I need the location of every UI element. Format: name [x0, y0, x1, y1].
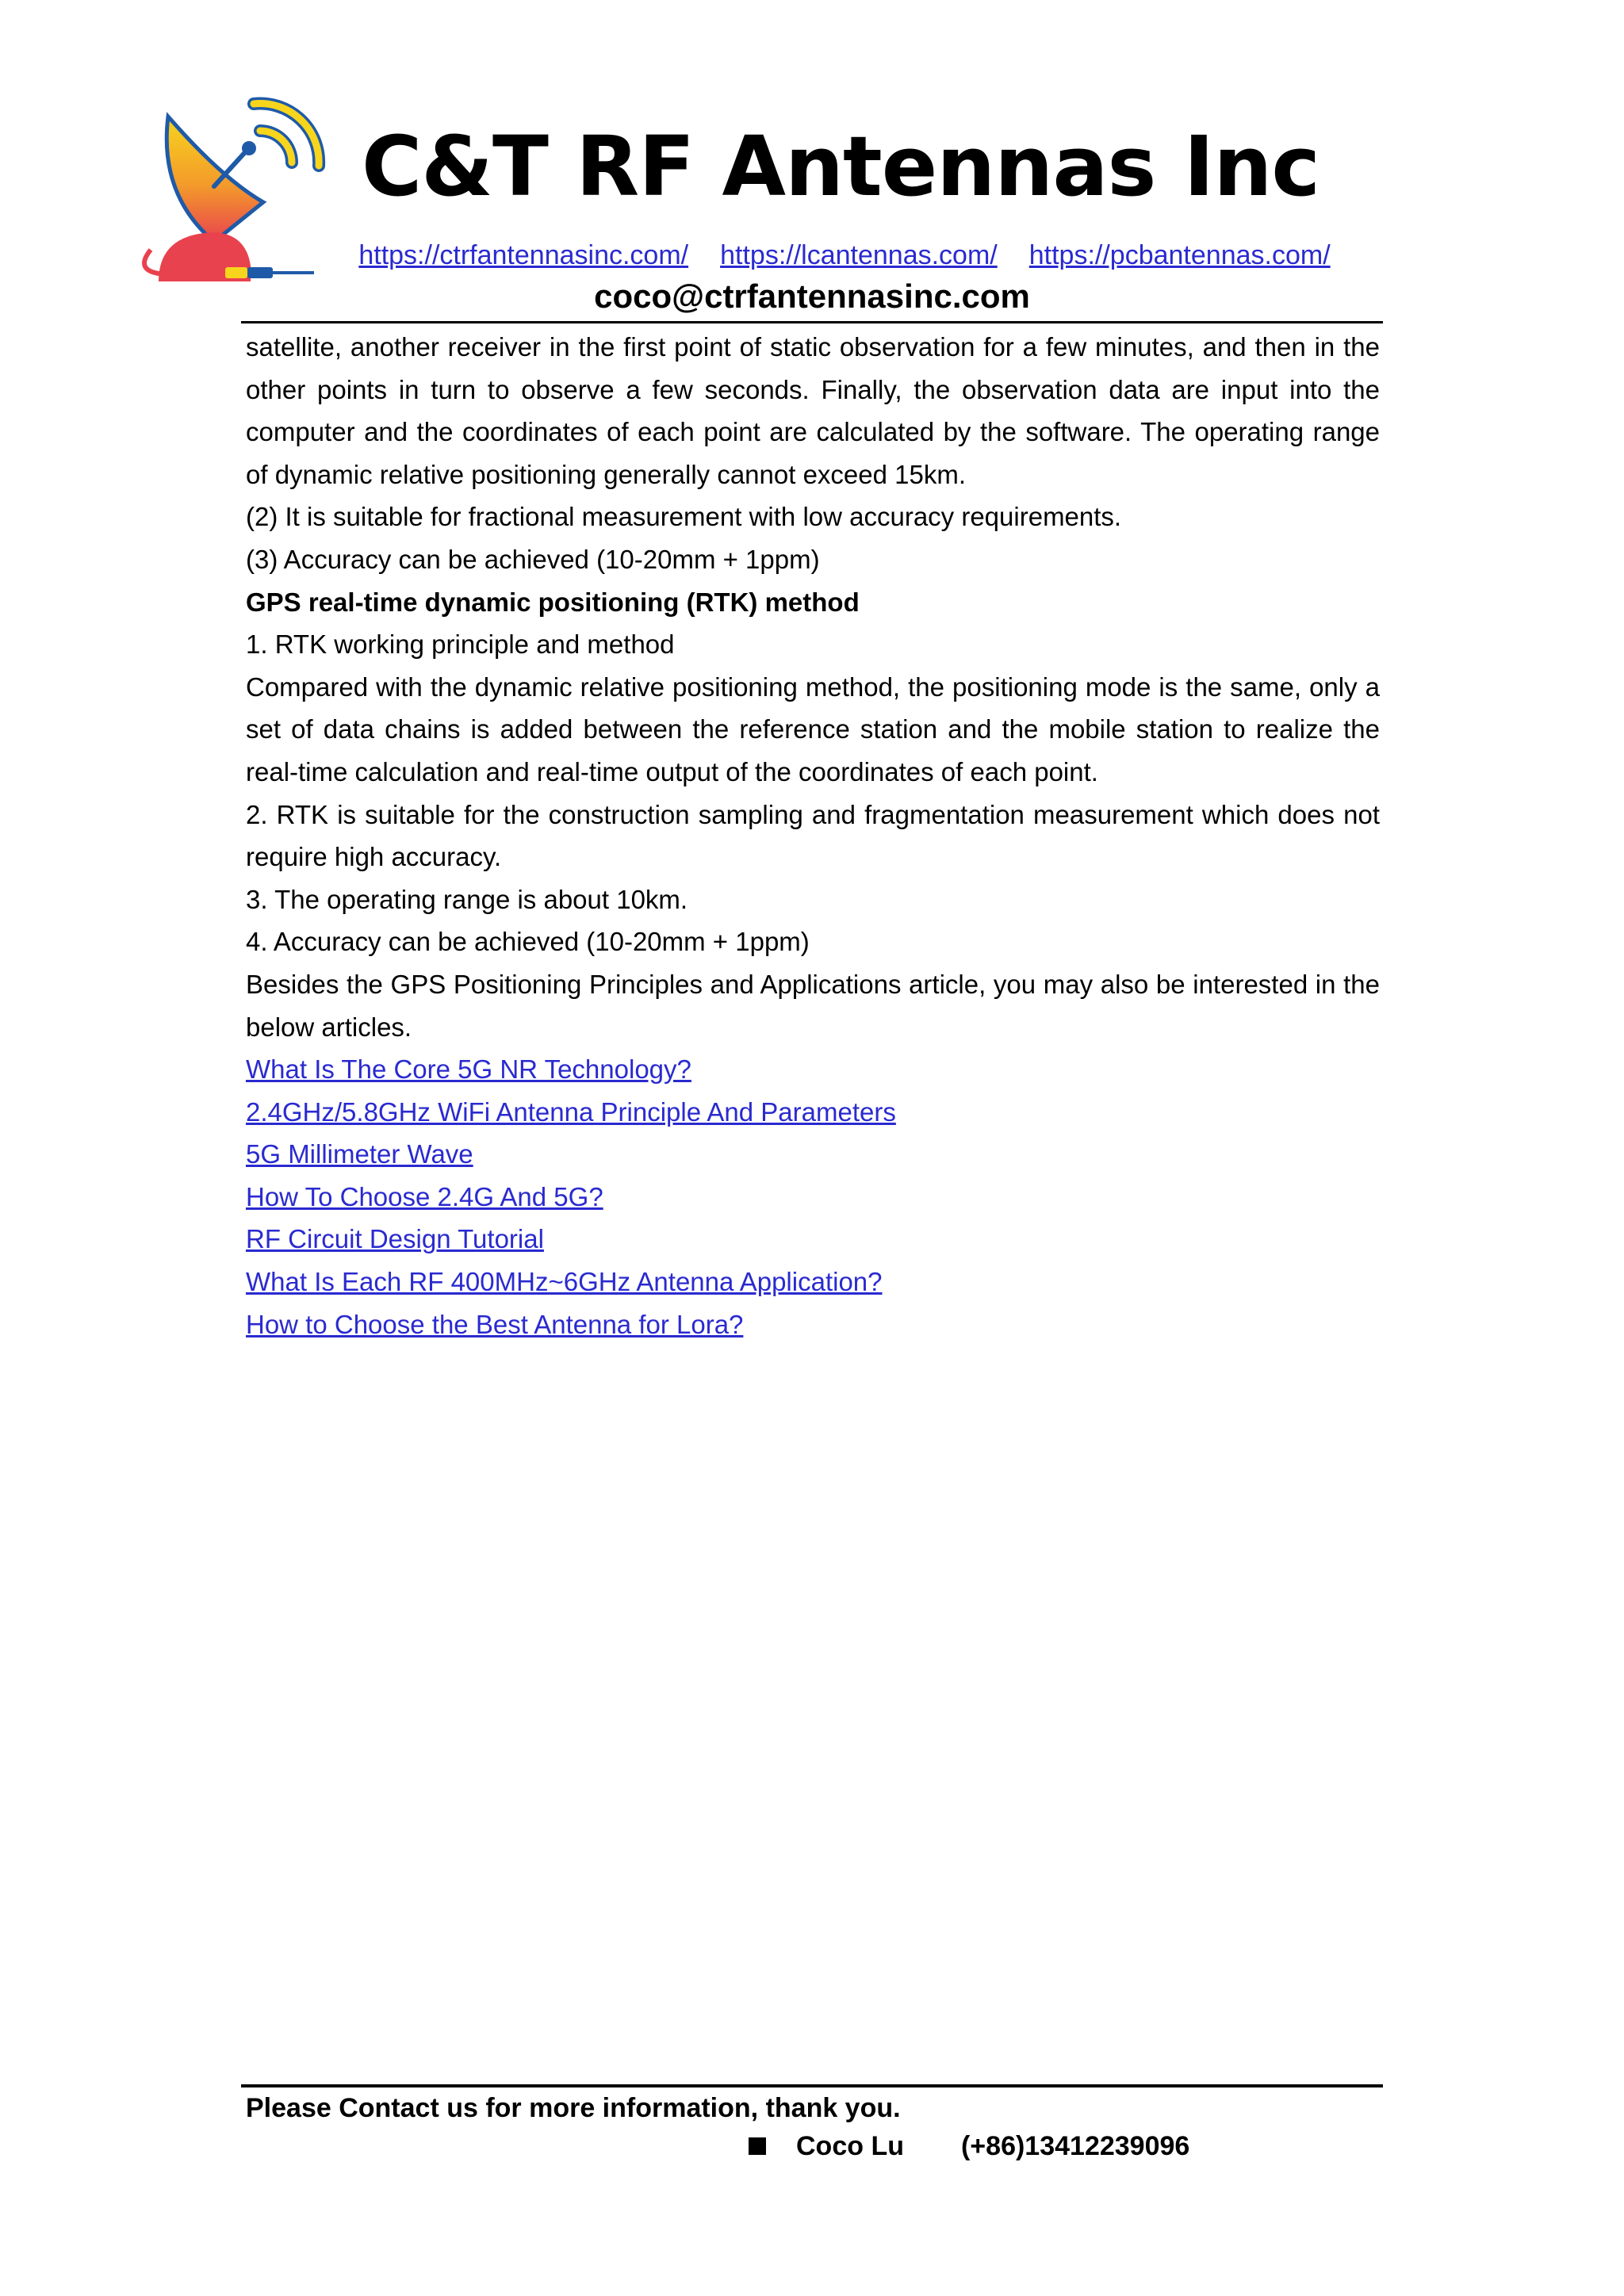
website-link-lcantennas[interactable]: https://lcantennas.com/	[720, 240, 998, 270]
article-link-rf-circuit[interactable]: RF Circuit Design Tutorial	[246, 1224, 544, 1254]
paragraph: 2. RTK is suitable for the construction sampling and fragmentation measurement which does not require high accuracy.	[246, 799, 1380, 872]
article-link-rf-antenna-application[interactable]: What Is Each RF 400MHz~6GHz Antenna Application?	[246, 1267, 883, 1297]
paragraph: satellite, another receiver in the first point of static observation for a few minutes, and then in the other points in turn to observe a few seconds. Finally, the observation data are input into the computer and the coordinates of each point are calculated by the software. The operating range of dynamic relative positioning generally cannot exceed 15km.	[246, 332, 1380, 489]
paragraph: Besides the GPS Positioning Principles and Applications article, you may also be interested in the below articles.	[246, 969, 1380, 1042]
contact-name: Coco Lu	[796, 2131, 904, 2161]
section-heading: GPS real-time dynamic positioning (RTK) method	[246, 587, 860, 617]
contact-email: coco@ctrfantennasinc.com	[594, 277, 1030, 315]
article-link-5g-nr[interactable]: What Is The Core 5G NR Technology?	[246, 1054, 691, 1085]
website-links	[313, 238, 1376, 273]
footer-divider	[241, 2084, 1383, 2087]
article-link-choose-24g-5g[interactable]: How To Choose 2.4G And 5G?	[246, 1181, 603, 1211]
company-logo	[127, 83, 333, 281]
company-title: C&T RF Antennas Inc	[361, 118, 1320, 215]
footer-message: Please Contact us for more information, thank you.	[246, 2093, 901, 2123]
paragraph: 1. RTK working principle and method	[246, 629, 675, 660]
article-link-wifi-antenna[interactable]: 2.4GHz/5.8GHz WiFi Antenna Principle And Parameters	[246, 1096, 896, 1127]
contact-line	[749, 2127, 1189, 2165]
related-articles	[246, 1048, 1380, 1345]
paragraph: (2) It is suitable for fractional measurement with low accuracy requirements.	[246, 502, 1122, 532]
paragraph: (3) Accuracy can be achieved (10-20mm + 1ppm)	[246, 544, 820, 574]
article-link-lora-antenna[interactable]: How to Choose the Best Antenna for Lora?	[246, 1309, 744, 1339]
header-divider	[241, 321, 1383, 323]
article-content	[246, 326, 1380, 1345]
article-link-5g-mmwave[interactable]: 5G Millimeter Wave	[246, 1139, 473, 1169]
website-link-ctrfantennasinc[interactable]: https://ctrfantennasinc.com/	[358, 240, 689, 270]
square-bullet-icon	[749, 2137, 766, 2155]
contact-phone: (+86)13412239096	[960, 2131, 1190, 2161]
paragraph: Compared with the dynamic relative positioning method, the positioning mode is the same, only a set of data chains is added between the reference station and the mobile station to realize the real-time calculation and real-time output of the coordinates of each point.	[246, 672, 1380, 786]
paragraph: 3. The operating range is about 10km.	[246, 884, 688, 914]
website-link-pcbantennas[interactable]: https://pcbantennas.com/	[1028, 240, 1331, 270]
paragraph: 4. Accuracy can be achieved (10-20mm + 1ppm)	[246, 927, 810, 957]
